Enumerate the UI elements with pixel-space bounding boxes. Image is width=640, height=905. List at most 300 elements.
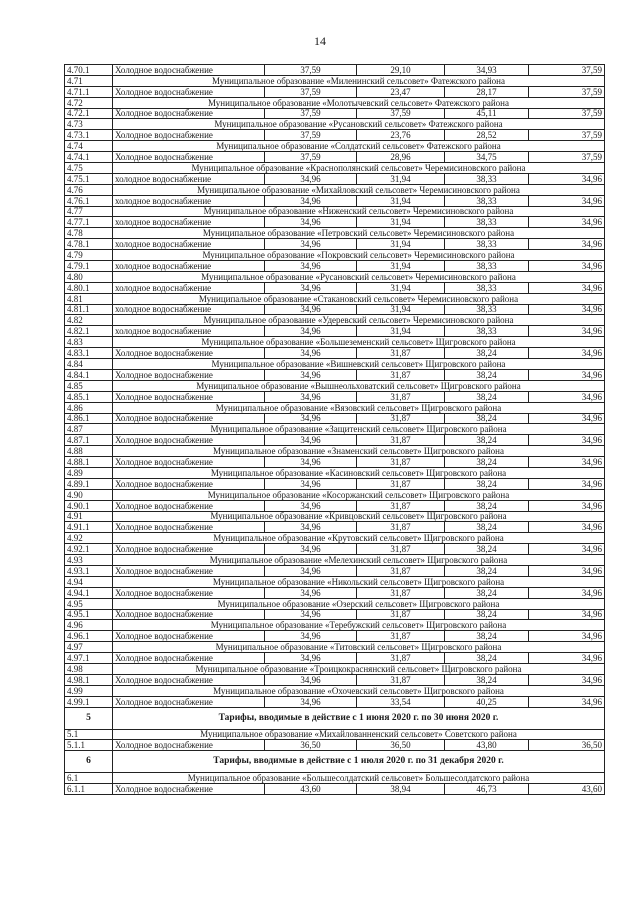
municipality-name: Муниципальное образование «Ниженский сельсовет» Черемисиновского района <box>113 206 605 217</box>
tariff-value-2: 31,94 <box>357 326 445 337</box>
tariff-value-1: 34,96 <box>265 653 357 664</box>
municipality-row <box>65 359 605 370</box>
municipality-name: Муниципальное образование «Вязовский сельсовет» Щигровского района <box>113 402 605 413</box>
row-number: 4.92 <box>65 533 113 544</box>
tariff-value-1: 43,60 <box>265 784 357 795</box>
tariff-value-4: 34,96 <box>529 478 605 489</box>
service-label: Холодное водоснабжение <box>113 609 265 620</box>
tariff-value-2: 31,87 <box>357 478 445 489</box>
tariff-value-4: 34,96 <box>529 391 605 402</box>
tariff-value-3: 38,24 <box>445 653 529 664</box>
municipality-row <box>65 184 605 195</box>
tariff-row <box>65 740 605 751</box>
tariff-value-3: 38,24 <box>445 369 529 380</box>
tariff-value-3: 40,25 <box>445 696 529 707</box>
municipality-row <box>65 141 605 152</box>
tariff-row <box>65 304 605 315</box>
municipality-row <box>65 446 605 457</box>
row-number: 4.84.1 <box>65 369 113 380</box>
municipality-row <box>65 467 605 478</box>
row-number: 4.99 <box>65 685 113 696</box>
municipality-name: Муниципальное образование «Троицкокраснянский сельсовет» Щигровского района <box>113 663 605 674</box>
tariff-value-3: 46,73 <box>445 784 529 795</box>
municipality-name: Муниципальное образование «Миленинский сельсовет» Фатежского района <box>113 75 605 86</box>
row-number: 4.93 <box>65 555 113 566</box>
service-label: Холодное водоснабжение <box>113 784 265 795</box>
tariff-value-2: 31,94 <box>357 195 445 206</box>
tariff-row <box>65 369 605 380</box>
tariff-row <box>65 239 605 250</box>
tariff-value-4: 43,60 <box>529 784 605 795</box>
tariff-value-2: 31,87 <box>357 369 445 380</box>
tariff-value-4: 34,96 <box>529 565 605 576</box>
tariff-value-2: 31,94 <box>357 261 445 272</box>
row-number: 4.97.1 <box>65 653 113 664</box>
tariff-row <box>65 435 605 446</box>
tariff-value-2: 33,54 <box>357 696 445 707</box>
row-number: 4.84 <box>65 359 113 370</box>
tariff-value-3: 28,52 <box>445 130 529 141</box>
tariff-value-2: 31,94 <box>357 282 445 293</box>
tariff-value-4: 37,59 <box>529 86 605 97</box>
tariff-value-3: 28,17 <box>445 86 529 97</box>
municipality-name: Муниципальное образование «Косоржанский сельсовет» Щигровского района <box>113 489 605 500</box>
service-label: Холодное водоснабжение <box>113 65 265 76</box>
tariff-row <box>65 653 605 664</box>
tariff-value-2: 31,94 <box>357 239 445 250</box>
tariff-value-3: 38,33 <box>445 261 529 272</box>
service-label: Холодное водоснабжение <box>113 413 265 424</box>
tariff-value-3: 38,33 <box>445 304 529 315</box>
municipality-name: Муниципальное образование «Петровский сельсовет» Черемисиновского района <box>113 228 605 239</box>
tariff-row <box>65 86 605 97</box>
tariff-value-2: 31,94 <box>357 173 445 184</box>
row-number: 4.95.1 <box>65 609 113 620</box>
section-number: 6 <box>65 751 113 773</box>
tariff-value-3: 38,24 <box>445 522 529 533</box>
row-number: 4.99.1 <box>65 696 113 707</box>
municipality-name: Муниципальное образование «Знаменский сельсовет» Щигровского района <box>113 446 605 457</box>
tariff-row <box>65 326 605 337</box>
tariff-value-4: 34,96 <box>529 435 605 446</box>
tariff-value-1: 36,50 <box>265 740 357 751</box>
tariff-value-1: 34,96 <box>265 304 357 315</box>
row-number: 4.87 <box>65 424 113 435</box>
tariff-value-1: 34,96 <box>265 587 357 598</box>
service-label: Холодное водоснабжение <box>113 653 265 664</box>
tariff-row <box>65 261 605 272</box>
municipality-name: Муниципальное образование «Крутовский сельсовет» Щигровского района <box>113 533 605 544</box>
tariff-value-4: 34,96 <box>529 674 605 685</box>
tariff-value-1: 34,96 <box>265 261 357 272</box>
row-number: 4.93.1 <box>65 565 113 576</box>
municipality-name: Муниципальное образование «Молотычевский сельсовет» Фатежского района <box>113 97 605 108</box>
row-number: 4.90.1 <box>65 500 113 511</box>
tariff-value-4: 34,96 <box>529 217 605 228</box>
period-row <box>65 751 605 773</box>
tariff-value-4: 34,96 <box>529 696 605 707</box>
period-row <box>65 707 605 729</box>
tariff-value-4: 36,50 <box>529 740 605 751</box>
municipality-name: Муниципальное образование «Озерский сельсовет» Щигровского района <box>113 598 605 609</box>
municipality-row <box>65 489 605 500</box>
municipality-name: Муниципальное образование «Кривцовский сельсовет» Щигровского района <box>113 511 605 522</box>
tariff-value-4: 34,96 <box>529 544 605 555</box>
tariff-value-1: 34,96 <box>265 522 357 533</box>
municipality-row <box>65 576 605 587</box>
municipality-row <box>65 402 605 413</box>
tariff-value-3: 38,33 <box>445 173 529 184</box>
tariff-value-1: 34,96 <box>265 282 357 293</box>
row-number: 4.97 <box>65 642 113 653</box>
municipality-row <box>65 555 605 566</box>
municipality-row <box>65 97 605 108</box>
row-number: 4.91.1 <box>65 522 113 533</box>
service-label: Холодное водоснабжение <box>113 740 265 751</box>
tariff-value-4: 34,96 <box>529 195 605 206</box>
tariff-value-3: 38,24 <box>445 674 529 685</box>
row-number: 5.1 <box>65 729 113 740</box>
tariff-value-2: 29,10 <box>357 65 445 76</box>
tariff-value-1: 34,96 <box>265 631 357 642</box>
tariff-value-2: 38,94 <box>357 784 445 795</box>
tariff-value-3: 38,24 <box>445 500 529 511</box>
row-number: 4.86.1 <box>65 413 113 424</box>
municipality-row <box>65 337 605 348</box>
tariff-row <box>65 696 605 707</box>
municipality-row <box>65 685 605 696</box>
tariff-value-4: 34,96 <box>529 457 605 468</box>
tariff-value-1: 34,96 <box>265 369 357 380</box>
tariff-value-4: 37,59 <box>529 108 605 119</box>
tariff-value-3: 38,24 <box>445 435 529 446</box>
tariff-value-1: 34,96 <box>265 413 357 424</box>
row-number: 4.98.1 <box>65 674 113 685</box>
tariff-value-3: 38,24 <box>445 413 529 424</box>
row-number: 4.92.1 <box>65 544 113 555</box>
row-number: 4.75.1 <box>65 173 113 184</box>
municipality-name: Муниципальное образование «Краснополянский сельсовет» Черемисиновского района <box>113 163 605 174</box>
tariff-value-4: 37,59 <box>529 130 605 141</box>
tariff-value-2: 31,87 <box>357 653 445 664</box>
tariff-value-1: 34,96 <box>265 500 357 511</box>
period-title: Тарифы, вводимые в действие с 1 июня 2020 г. по 30 июня 2020 г. <box>113 707 605 729</box>
row-number: 4.89.1 <box>65 478 113 489</box>
tariff-value-1: 34,96 <box>265 478 357 489</box>
tariff-value-1: 34,96 <box>265 348 357 359</box>
row-number: 4.91 <box>65 511 113 522</box>
tariff-value-4: 34,96 <box>529 326 605 337</box>
service-label: Холодное водоснабжение <box>113 457 265 468</box>
municipality-row <box>65 119 605 130</box>
tariff-value-1: 37,59 <box>265 152 357 163</box>
service-label: холодное водоснабжение <box>113 261 265 272</box>
tariff-row <box>65 152 605 163</box>
municipality-name: Муниципальное образование «Михайловский сельсовет» Черемисиновского района <box>113 184 605 195</box>
municipality-name: Муниципальное образование «Защитенский сельсовет» Щигровского района <box>113 424 605 435</box>
row-number: 4.82 <box>65 315 113 326</box>
service-label: холодное водоснабжение <box>113 304 265 315</box>
tariff-value-1: 37,59 <box>265 108 357 119</box>
tariff-value-4: 34,96 <box>529 282 605 293</box>
row-number: 4.88 <box>65 446 113 457</box>
row-number: 4.85.1 <box>65 391 113 402</box>
tariff-row <box>65 500 605 511</box>
municipality-row <box>65 598 605 609</box>
row-number: 4.80 <box>65 271 113 282</box>
municipality-name: Муниципальное образование «Покровский сельсовет» Черемисиновского района <box>113 250 605 261</box>
municipality-row <box>65 163 605 174</box>
tariff-value-3: 34,75 <box>445 152 529 163</box>
row-number: 4.80.1 <box>65 282 113 293</box>
row-number: 4.83 <box>65 337 113 348</box>
tariff-value-2: 31,87 <box>357 631 445 642</box>
section-number: 5 <box>65 707 113 729</box>
tariff-value-4: 34,96 <box>529 173 605 184</box>
service-label: Холодное водоснабжение <box>113 86 265 97</box>
row-number: 4.81 <box>65 293 113 304</box>
municipality-name: Муниципальное образование «Касиновский сельсовет» Щигровского района <box>113 467 605 478</box>
municipality-name: Муниципальное образование «Большесолдатский сельсовет» Большесолдатского района <box>113 773 605 784</box>
service-label: Холодное водоснабжение <box>113 587 265 598</box>
tariff-value-1: 34,96 <box>265 565 357 576</box>
municipality-name: Муниципальное образование «Никольский сельсовет» Щигровского района <box>113 576 605 587</box>
municipality-row <box>65 511 605 522</box>
row-number: 4.85 <box>65 380 113 391</box>
tariff-value-3: 34,93 <box>445 65 529 76</box>
tariff-value-2: 31,87 <box>357 500 445 511</box>
tariff-value-1: 34,96 <box>265 674 357 685</box>
municipality-row <box>65 271 605 282</box>
service-label: Холодное водоснабжение <box>113 500 265 511</box>
tariff-value-1: 34,96 <box>265 217 357 228</box>
service-label: Холодное водоснабжение <box>113 130 265 141</box>
row-number: 4.77 <box>65 206 113 217</box>
tariff-value-2: 23,47 <box>357 86 445 97</box>
service-label: Холодное водоснабжение <box>113 391 265 402</box>
tariff-value-3: 38,24 <box>445 609 529 620</box>
tariff-value-2: 23,76 <box>357 130 445 141</box>
row-number: 4.72 <box>65 97 113 108</box>
tariff-value-2: 31,87 <box>357 522 445 533</box>
row-number: 4.94.1 <box>65 587 113 598</box>
row-number: 4.76 <box>65 184 113 195</box>
tariff-row <box>65 478 605 489</box>
tariff-value-1: 34,96 <box>265 609 357 620</box>
tariff-value-3: 45,11 <box>445 108 529 119</box>
municipality-name: Муниципальное образование «Русановский сельсовет» Фатежского района <box>113 119 605 130</box>
tariff-value-3: 38,33 <box>445 217 529 228</box>
tariff-value-2: 31,87 <box>357 457 445 468</box>
tariff-value-2: 31,94 <box>357 304 445 315</box>
service-label: Холодное водоснабжение <box>113 696 265 707</box>
tariff-value-2: 28,96 <box>357 152 445 163</box>
tariff-value-1: 34,96 <box>265 173 357 184</box>
tariff-row <box>65 631 605 642</box>
row-number: 4.74.1 <box>65 152 113 163</box>
service-label: Холодное водоснабжение <box>113 152 265 163</box>
tariff-row <box>65 544 605 555</box>
row-number: 4.81.1 <box>65 304 113 315</box>
service-label: Холодное водоснабжение <box>113 435 265 446</box>
municipality-name: Муниципальное образование «Охочевский сельсовет» Щигровского района <box>113 685 605 696</box>
row-number: 4.74 <box>65 141 113 152</box>
service-label: холодное водоснабжение <box>113 217 265 228</box>
tariff-value-1: 34,96 <box>265 435 357 446</box>
tariff-row <box>65 609 605 620</box>
row-number: 4.87.1 <box>65 435 113 446</box>
tariff-value-3: 38,33 <box>445 239 529 250</box>
row-number: 4.94 <box>65 576 113 587</box>
row-number: 4.86 <box>65 402 113 413</box>
row-number: 4.72.1 <box>65 108 113 119</box>
tariff-value-4: 34,96 <box>529 413 605 424</box>
row-number: 4.78 <box>65 228 113 239</box>
page-number: 14 <box>314 34 326 48</box>
tariff-value-1: 34,96 <box>265 696 357 707</box>
tariff-value-3: 38,24 <box>445 565 529 576</box>
tariff-value-1: 34,96 <box>265 391 357 402</box>
tariff-value-1: 37,59 <box>265 130 357 141</box>
tariff-row <box>65 348 605 359</box>
tariff-row <box>65 65 605 76</box>
municipality-name: Муниципальное образование «Теребужский сельсовет» Щигровского района <box>113 620 605 631</box>
tariff-value-4: 34,96 <box>529 304 605 315</box>
tariff-value-4: 34,96 <box>529 609 605 620</box>
tariff-table-body <box>65 65 605 795</box>
municipality-row <box>65 663 605 674</box>
municipality-name: Муниципальное образование «Титовский сельсовет» Щигровского района <box>113 642 605 653</box>
municipality-name: Муниципальное образование «Удеревский сельсовет» Черемисиновского района <box>113 315 605 326</box>
municipality-name: Муниципальное образование «Русановский сельсовет» Черемисиновского района <box>113 271 605 282</box>
row-number: 4.95 <box>65 598 113 609</box>
service-label: холодное водоснабжение <box>113 282 265 293</box>
row-number: 4.75 <box>65 163 113 174</box>
tariff-value-1: 34,96 <box>265 195 357 206</box>
tariff-row <box>65 217 605 228</box>
tariff-value-4: 37,59 <box>529 65 605 76</box>
municipality-row <box>65 228 605 239</box>
tariff-value-4: 34,96 <box>529 500 605 511</box>
service-label: Холодное водоснабжение <box>113 369 265 380</box>
tariff-value-2: 36,50 <box>357 740 445 751</box>
tariff-row <box>65 130 605 141</box>
row-number: 4.71.1 <box>65 86 113 97</box>
tariff-value-3: 38,24 <box>445 544 529 555</box>
municipality-row <box>65 380 605 391</box>
municipality-name: Муниципальное образование «Михайлованненский сельсовет» Советского района <box>113 729 605 740</box>
tariff-value-4: 34,96 <box>529 587 605 598</box>
row-number: 4.83.1 <box>65 348 113 359</box>
municipality-row <box>65 315 605 326</box>
tariff-value-3: 38,33 <box>445 326 529 337</box>
tariff-row <box>65 108 605 119</box>
tariff-value-2: 31,87 <box>357 348 445 359</box>
service-label: Холодное водоснабжение <box>113 544 265 555</box>
tariff-value-4: 34,96 <box>529 653 605 664</box>
tariff-value-2: 31,87 <box>357 565 445 576</box>
row-number: 4.73.1 <box>65 130 113 141</box>
tariff-value-3: 38,24 <box>445 391 529 402</box>
municipality-name: Муниципальное образование «Солдатский сельсовет» Фатежского района <box>113 141 605 152</box>
service-label: Холодное водоснабжение <box>113 631 265 642</box>
tariff-value-1: 34,96 <box>265 239 357 250</box>
tariff-row <box>65 587 605 598</box>
row-number: 4.89 <box>65 467 113 478</box>
municipality-row <box>65 729 605 740</box>
row-number: 6.1.1 <box>65 784 113 795</box>
tariff-value-4: 34,96 <box>529 348 605 359</box>
tariff-value-1: 34,96 <box>265 326 357 337</box>
municipality-name: Муниципальное образование «Стакановский сельсовет» Черемисиновского района <box>113 293 605 304</box>
row-number: 4.79.1 <box>65 261 113 272</box>
row-number: 4.90 <box>65 489 113 500</box>
tariff-value-2: 31,87 <box>357 587 445 598</box>
service-label: Холодное водоснабжение <box>113 108 265 119</box>
tariff-value-3: 38,24 <box>445 478 529 489</box>
tariff-value-3: 38,24 <box>445 587 529 598</box>
tariff-row <box>65 522 605 533</box>
tariff-value-2: 31,87 <box>357 674 445 685</box>
tariff-value-2: 31,87 <box>357 391 445 402</box>
row-number: 5.1.1 <box>65 740 113 751</box>
tariff-value-3: 38,33 <box>445 282 529 293</box>
row-number: 4.77.1 <box>65 217 113 228</box>
tariff-value-4: 34,96 <box>529 369 605 380</box>
municipality-name: Муниципальное образование «Вышнеольховатский сельсовет» Щигровского района <box>113 380 605 391</box>
tariff-value-2: 31,94 <box>357 217 445 228</box>
municipality-row <box>65 250 605 261</box>
service-label: холодное водоснабжение <box>113 326 265 337</box>
tariff-value-3: 38,24 <box>445 457 529 468</box>
municipality-row <box>65 620 605 631</box>
service-label: холодное водоснабжение <box>113 195 265 206</box>
service-label: Холодное водоснабжение <box>113 565 265 576</box>
tariff-value-2: 31,87 <box>357 435 445 446</box>
municipality-name: Муниципальное образование «Большеземенский сельсовет» Щигровского района <box>113 337 605 348</box>
row-number: 4.78.1 <box>65 239 113 250</box>
tariff-row <box>65 391 605 402</box>
municipality-row <box>65 424 605 435</box>
tariff-row <box>65 413 605 424</box>
tariff-value-4: 34,96 <box>529 522 605 533</box>
period-title: Тарифы, вводимые в действие с 1 июля 2020 г. по 31 декабря 2020 г. <box>113 751 605 773</box>
tariff-value-2: 31,87 <box>357 609 445 620</box>
row-number: 4.98 <box>65 663 113 674</box>
row-number: 4.71 <box>65 75 113 86</box>
service-label: Холодное водоснабжение <box>113 478 265 489</box>
tariff-row <box>65 173 605 184</box>
tariff-value-1: 37,59 <box>265 86 357 97</box>
service-label: Холодное водоснабжение <box>113 674 265 685</box>
tariff-row <box>65 784 605 795</box>
tariff-value-2: 31,87 <box>357 413 445 424</box>
tariff-value-2: 31,87 <box>357 544 445 555</box>
tariff-row <box>65 282 605 293</box>
tariff-value-1: 34,96 <box>265 544 357 555</box>
municipality-row <box>65 206 605 217</box>
row-number: 4.96 <box>65 620 113 631</box>
row-number: 4.79 <box>65 250 113 261</box>
tariff-value-3: 38,24 <box>445 631 529 642</box>
tariff-row <box>65 565 605 576</box>
service-label: Холодное водоснабжение <box>113 348 265 359</box>
tariff-value-3: 38,24 <box>445 348 529 359</box>
service-label: Холодное водоснабжение <box>113 522 265 533</box>
service-label: холодное водоснабжение <box>113 239 265 250</box>
municipality-row <box>65 293 605 304</box>
municipality-name: Муниципальное образование «Вишневский сельсовет» Щигровского района <box>113 359 605 370</box>
